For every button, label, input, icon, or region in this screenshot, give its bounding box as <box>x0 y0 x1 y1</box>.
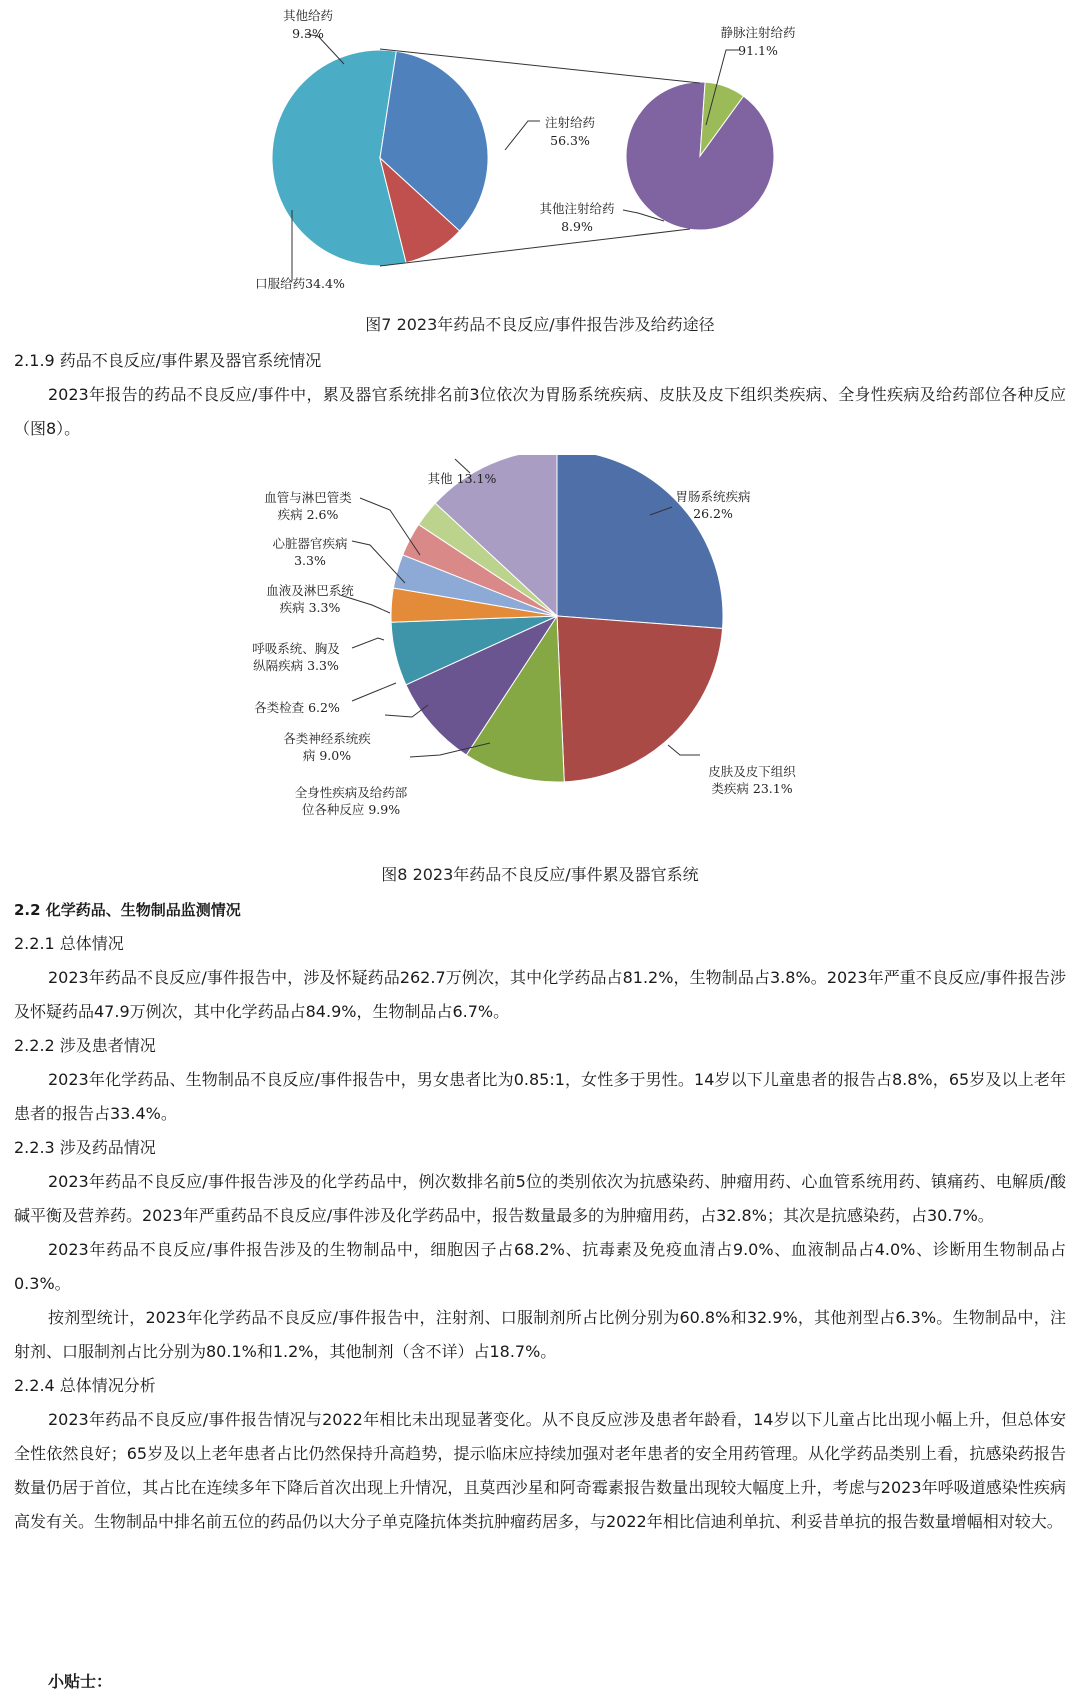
section-219-paragraph: 2023年报告的药品不良反应/事件中，累及器官系统排名前3位依次为胃肠系统疾病、皮肤及皮下组织类疾病、全身性疾病及给药部位各种反应（图8）。 <box>14 385 1066 438</box>
chart8-caption: 图8 2023年药品不良反应/事件累及器官系统 <box>381 865 699 884</box>
chart8-pie <box>391 455 723 782</box>
section-223-paragraph-3: 按剂型统计，2023年化学药品不良反应/事件报告中，注射剂、口服制剂所占比例分别为60.8%和32.9%，其他剂型占6.3%。生物制品中，注射剂、口服制剂占比分别为80.1%和1.2%，其他制剂（含不详）占18.7%。 <box>14 1308 1066 1361</box>
chart7-label-injection-name: 注射给药 <box>544 115 596 130</box>
chart7-label-other-inj-name: 其他注射给药 <box>539 201 615 216</box>
chart7-label-other-pct: 9.3% <box>292 26 324 41</box>
chart7-label-other-name: 其他给药 <box>282 8 334 23</box>
chart7-label-other-inj-pct: 8.9% <box>561 219 593 234</box>
tip-heading: 小贴士： <box>48 1672 113 1691</box>
chart8-label-skin-l2: 类疾病 23.1% <box>711 781 793 796</box>
chart8-leader-exam <box>352 683 396 701</box>
section-224-heading: 2.2.4 总体情况分析 <box>14 1376 156 1395</box>
chart8-leader-skin <box>668 745 700 755</box>
chart8-slice-0 <box>557 455 723 629</box>
chart7-caption: 图7 2023年药品不良反应/事件报告涉及给药途径 <box>365 315 715 334</box>
chart7-leader-injection <box>505 121 540 150</box>
chart8-label-neuro-l2: 病 9.0% <box>302 748 352 763</box>
section-22-heading: 2.2 化学药品、生物制品监测情况 <box>14 901 241 919</box>
chart8-label-vascular-l2: 疾病 2.6% <box>277 507 339 522</box>
chart8-label-neuro-l1: 各类神经系统疾 <box>283 731 371 746</box>
section-221-paragraph: 2023年药品不良反应/事件报告中，涉及怀疑药品262.7万例次，其中化学药品占81.2%，生物制品占3.8%。2023年严重不良反应/事件报告涉及怀疑药品47.9万例次，其中化学药品占84.9%，生物制品占6.7%。 <box>14 968 1066 1021</box>
section-223-paragraph-1: 2023年药品不良反应/事件报告涉及的化学药品中，例次数排名前5位的类别依次为抗感染药、肿瘤用药、心血管系统用药、镇痛药、电解质/酸碱平衡及营养药。2023年严重药品不良反应/事件涉及化学药品中，报告数量最多的为肿瘤用药，占32.8%；其次是抗感染药，占30.7%。 <box>14 1172 1066 1225</box>
chart7-label-oral: 口服给药34.4% <box>255 276 345 290</box>
chart8-label-blood-l2: 疾病 3.3% <box>279 600 341 615</box>
chart8-label-other: 其他 13.1% <box>427 471 497 486</box>
chart8-leader-resp <box>352 638 384 648</box>
chart8-label-heart-l2: 3.3% <box>294 553 326 568</box>
chart7-label-injection-pct: 56.3% <box>550 133 590 148</box>
chart8-label-sys-l1: 全身性疾病及给药部 <box>294 785 408 800</box>
chart8-label-exam: 各类检查 6.2% <box>254 700 340 715</box>
section-223-heading: 2.2.3 涉及药品情况 <box>14 1138 156 1157</box>
section-223-paragraph-2: 2023年药品不良反应/事件报告涉及的生物制品中，细胞因子占68.2%、抗毒素及免疫血清占9.0%、血液制品占4.0%、诊断用生物制品占0.3%。 <box>14 1240 1066 1293</box>
section-221-heading: 2.2.1 总体情况 <box>14 934 124 953</box>
chart8-label-heart-l1: 心脏器官疾病 <box>272 536 348 551</box>
chart8-label-gi-pct: 26.2% <box>693 506 733 521</box>
chart7-breakout-pie <box>626 82 774 230</box>
chart8-label-skin-l1: 皮肤及皮下组织 <box>708 764 796 779</box>
section-222-paragraph: 2023年化学药品、生物制品不良反应/事件报告中，男女患者比为0.85:1，女性多于男性。14岁以下儿童患者的报告占8.8%，65岁及以上老年患者的报告占33.4%。 <box>14 1070 1066 1123</box>
chart8-label-resp-l2: 纵隔疾病 3.3% <box>253 658 339 673</box>
chart8-label-blood-l1: 血液及淋巴系统 <box>266 583 354 598</box>
section-219-heading: 2.1.9 药品不良反应/事件累及器官系统情况 <box>14 351 322 370</box>
section-224-paragraph: 2023年药品不良反应/事件报告情况与2022年相比未出现显著变化。从不良反应涉及患者年龄看，14岁以下儿童占比出现小幅上升，但总体安全性依然良好；65岁及以上老年患者占比仍然保持升高趋势，提示临床应持续加强对老年患者的安全用药管理。从化学药品类别上看，抗感染药报告数量仍居于首位，其占比在连续多年下降后首次出现上升情况，且莫西沙星和阿奇霉素报告数量出现较大幅度上升，考虑与2023年呼吸道感染性疾病高发有关。生物制品中排名前五位的药品仍以大分子单克隆抗体类抗肿瘤药居多，与2022年相比信迪利单抗、利妥昔单抗的报告数量增幅相对较大。 <box>14 1410 1066 1531</box>
chart8-label-gi-name: 胃肠系统疾病 <box>675 489 751 504</box>
chart8-slice-1 <box>557 616 723 782</box>
chart7-main-pie <box>272 50 488 266</box>
chart8-organ-pie <box>0 455 1080 835</box>
section-222-heading: 2.2.2 涉及患者情况 <box>14 1036 156 1055</box>
chart7-route-pie <box>0 0 1080 290</box>
chart8-label-resp-l1: 呼吸系统、胸及 <box>252 641 340 656</box>
chart8-label-vascular-l1: 血管与淋巴管类 <box>264 490 352 505</box>
chart8-label-sys-l2: 位各种反应 9.9% <box>301 802 401 817</box>
chart7-label-iv-name: 静脉注射给药 <box>720 25 796 40</box>
chart7-label-iv-pct: 91.1% <box>738 43 778 58</box>
